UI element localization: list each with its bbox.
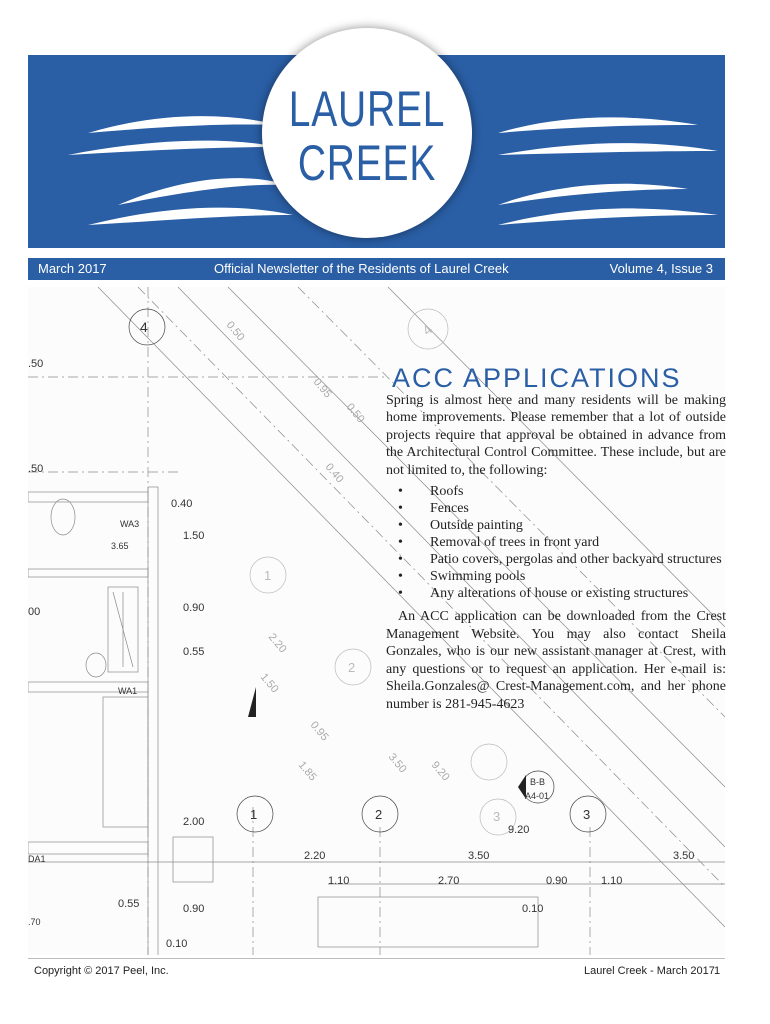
svg-text:.70: .70 <box>28 917 41 927</box>
svg-text:9.20: 9.20 <box>508 824 530 836</box>
svg-text:2.20: 2.20 <box>265 631 289 656</box>
acc-project-list <box>386 483 726 602</box>
footer-divider <box>28 958 725 959</box>
masthead-title-line2: CREEK <box>297 135 437 191</box>
svg-text:0.95: 0.95 <box>307 719 331 744</box>
newsletter-tagline: Official Newsletter of the Residents of Laurel Creek <box>214 261 509 276</box>
svg-text:4: 4 <box>419 321 436 339</box>
svg-text:2: 2 <box>348 660 356 675</box>
svg-text:1.10: 1.10 <box>328 875 350 887</box>
svg-text:0.10: 0.10 <box>166 938 188 950</box>
svg-text:.50: .50 <box>28 463 44 475</box>
svg-text:0.10: 0.10 <box>522 903 544 915</box>
masthead-title <box>285 82 449 190</box>
article-heading: ACC APPLICATIONS <box>392 363 682 393</box>
grid-label-4: 4 <box>140 319 148 335</box>
list-item: • Fences <box>386 500 726 517</box>
footer-issue: Laurel Creek - March 2017 <box>584 965 715 977</box>
svg-text:0.50: 0.50 <box>223 319 247 344</box>
svg-text:1.85: 1.85 <box>295 759 319 784</box>
svg-text:0.90: 0.90 <box>546 875 568 887</box>
issue-date: March 2017 <box>38 261 107 276</box>
svg-text:2: 2 <box>375 807 383 822</box>
svg-text:3.50: 3.50 <box>385 751 409 776</box>
article-body: An ACC application can be downloaded from the Crest Management Website. You may also contact Sheila Gonzales, who is our new assistant manager at Crest, with any questions or to request an application. Her e-mail is: Sheila.Gonzales@ Crest-Management.com, and her phone number is 281-945-4623 <box>386 609 726 712</box>
svg-text:0.40: 0.40 <box>322 461 346 486</box>
svg-text:2.20: 2.20 <box>304 850 326 862</box>
svg-text:1.50: 1.50 <box>257 671 281 696</box>
list-item: • Roofs <box>386 483 726 500</box>
svg-text:3: 3 <box>493 809 501 824</box>
article-intro: Spring is almost here and many residents will be making home improvements. Please remember that a lot of outside projects require that approval be obtained in advance from the Architectural Control Committee. These include, but are not limited to, the following: <box>386 392 726 478</box>
svg-text:0.50: 0.50 <box>343 401 367 426</box>
svg-text:9.20: 9.20 <box>428 759 452 784</box>
svg-text:0.90: 0.90 <box>183 903 205 915</box>
svg-text:2.70: 2.70 <box>438 875 460 887</box>
list-item: • Removal of trees in front yard <box>386 534 726 551</box>
svg-text:0.90: 0.90 <box>183 602 205 614</box>
svg-text:WA3: WA3 <box>120 519 140 529</box>
svg-text:0.40: 0.40 <box>171 498 193 510</box>
svg-text:3.50: 3.50 <box>468 850 490 862</box>
svg-text:1: 1 <box>250 807 258 822</box>
svg-text:3.65: 3.65 <box>111 541 129 551</box>
svg-text:00: 00 <box>28 606 41 618</box>
list-item: • Swimming pools <box>386 568 726 585</box>
svg-text:.50: .50 <box>28 358 44 370</box>
info-bar <box>28 258 725 280</box>
svg-text:1.50: 1.50 <box>183 530 205 542</box>
acc-applications-article <box>386 363 726 713</box>
svg-text:WA1: WA1 <box>118 686 138 696</box>
issue-volume: Volume 4, Issue 3 <box>609 261 713 276</box>
svg-text:A4-01: A4-01 <box>525 791 550 801</box>
page-number: 1 <box>714 965 721 977</box>
svg-text:1: 1 <box>264 568 272 583</box>
list-item: • Outside painting <box>386 517 726 534</box>
svg-text:B-B: B-B <box>530 777 546 787</box>
svg-text:0.95: 0.95 <box>310 376 334 401</box>
masthead-title-line1: LAUREL <box>288 81 446 137</box>
svg-text:3.50: 3.50 <box>673 850 695 862</box>
svg-text:2.00: 2.00 <box>183 816 205 828</box>
list-item: • Any alterations of house or existing structures <box>386 585 726 602</box>
svg-text:3: 3 <box>583 807 591 822</box>
svg-text:1.10: 1.10 <box>601 875 623 887</box>
list-item: • Patio covers, pergolas and other backyard structures <box>386 551 726 568</box>
svg-text:DA1: DA1 <box>28 854 46 864</box>
svg-text:0.55: 0.55 <box>183 646 205 658</box>
svg-text:0.55: 0.55 <box>118 898 140 910</box>
footer-copyright: Copyright © 2017 Peel, Inc. <box>34 965 169 977</box>
